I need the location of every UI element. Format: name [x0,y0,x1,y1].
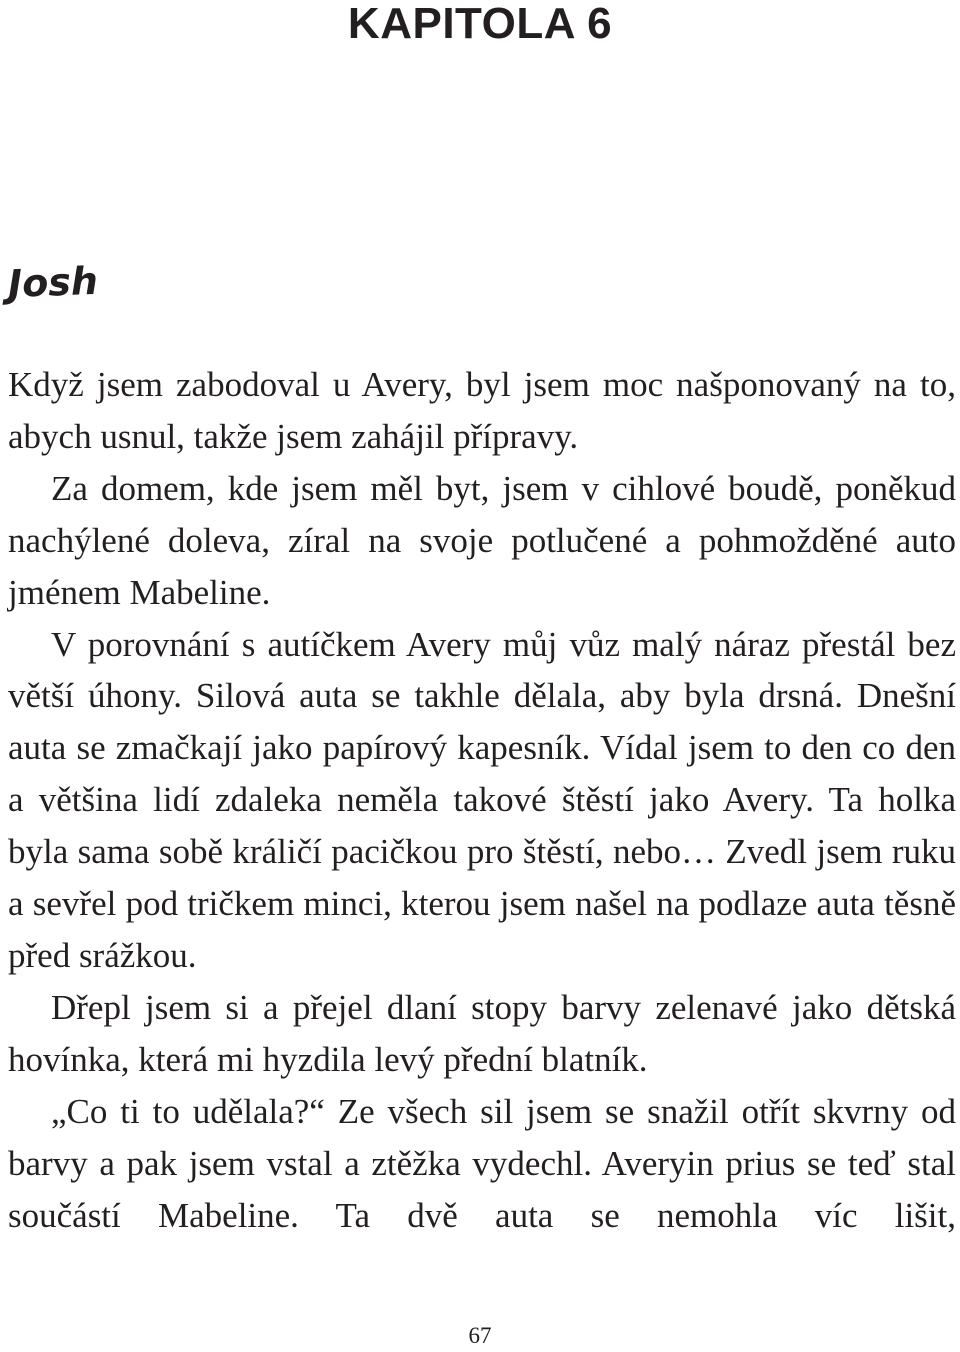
chapter-body [8,359,956,1241]
paragraph-2: Za domem, kde jsem měl byt, jsem v cihlové boudě, poněkud nachýlené doleva, zíral na svoje potlučené a pohmožděné auto jménem Mabeline. [8,468,956,612]
chapter-pov-name: Josh [7,258,99,306]
paragraph-5: „Co ti to udělala?“ Ze všech sil jsem se snažil otřít skvrny od barvy a pak jsem vstal a ztěžka vydechl. Averyin prius se teď stal součástí Mabeline. Ta dvě auta se nemohla víc lišit, [8,1091,956,1235]
paragraph-3: V porovnání s autíčkem Avery můj vůz malý náraz přestál bez větší úhony. Silová auta se takhle dělala, aby byla drsná. Dnešní auta se zmačkají jako papírový kapesník. Vídal jsem to den co den a většina lidí zdaleka neměla takové štěstí jako Avery. Ta holka byla sama sobě králičí pacičkou pro štěstí, nebo… Zvedl jsem ruku a sevřel pod tričkem minci, kterou jsem našel na podlaze auta těsně před srážkou. [8,624,956,975]
page-number: 67 [468,1323,492,1348]
paragraph-1: Když jsem zabodoval u Avery, byl jsem moc našponovaný na to, abych usnul, takže jsem zahájil přípravy. [8,365,956,456]
chapter-title: KAPITOLA 6 [347,0,613,48]
paragraph-4: Dřepl jsem si a přejel dlaní stopy barvy zelenavé jako dětská hovínka, která mi hyzdila levý přední blatník. [8,987,956,1079]
